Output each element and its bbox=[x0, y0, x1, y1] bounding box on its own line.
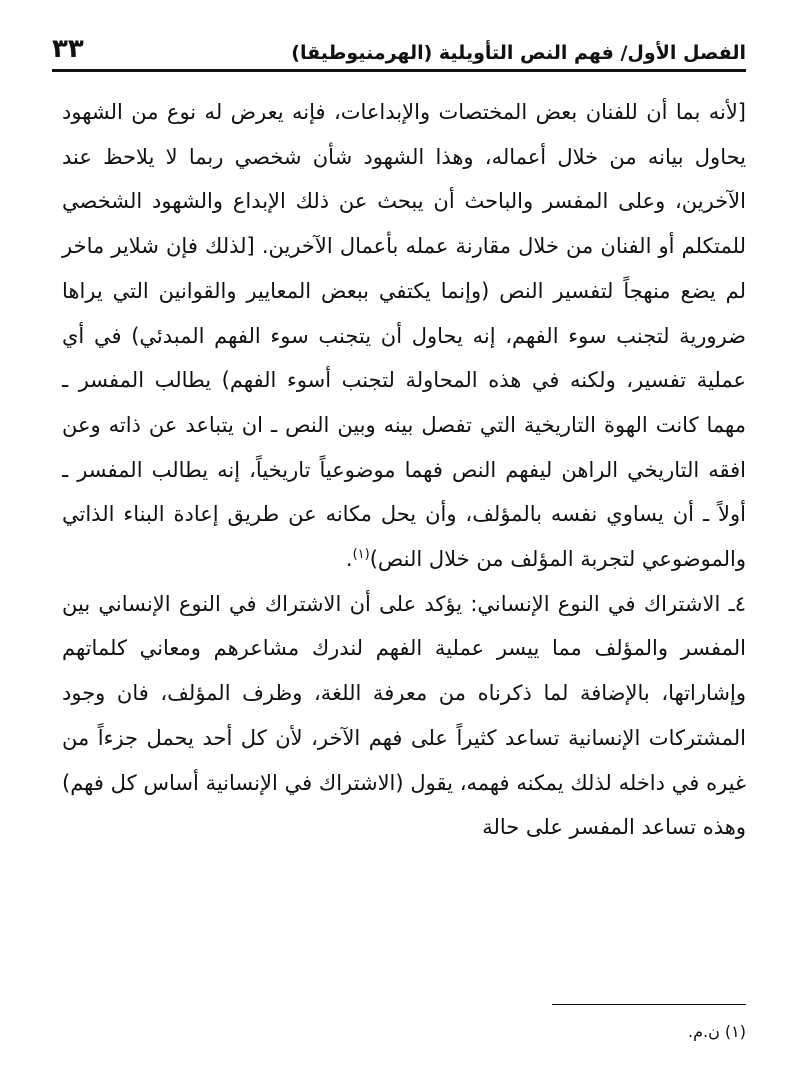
running-title: الفصل الأول/ فهم النص التأويلية (الهرمنيوطيقا) bbox=[291, 42, 746, 64]
footnote-rule bbox=[552, 1004, 746, 1005]
paragraph-1 bbox=[62, 90, 746, 582]
footnote: (١) ن.م. bbox=[688, 1022, 746, 1041]
footnote-reference: (١) bbox=[352, 547, 370, 563]
body-text bbox=[62, 90, 746, 850]
page-header bbox=[52, 30, 746, 64]
header-rule bbox=[52, 69, 746, 72]
paragraph-1-text: [لأنه بما أن للفنان بعض المختصات والإبداعات، فإنه يعرض له نوع من الشهود يحاول بيانه من خلال أعماله، وهذا الشهود شأن شخصي ربما لا يلاحظ عند الآخرين، وعلى المفسر والباحث أن يبحث عن ذلك الإبداع والشهود الشخصي للمتكلم أو الفنان من خلال مقارنة عمله بأعمال الآخرين. [لذلك فإن شلاير ماخر لم يضع منهجاً لتفسير النص (وإنما يكتفي ببعض المعايير والقوانين التي يراها ضرورية لتجنب سوء الفهم، إنه يحاول أن يتجنب سوء الفهم المبدئي) في أي عملية تفسير، ولكنه في هذه المحاولة لتجنب أسوء الفهم) يطالب المفسر ـ مهما كانت الهوة التاريخية التي تفصل بينه وبين النص ـ ان يتباعد عن ذاته وعن افقه التاريخي الراهن ليفهم النص فهما موضوعياً تاريخياً، إنه يطالب المفسر ـ أولاً ـ أن يساوي نفسه بالمؤلف، وأن يحل مكانه عن طريق إعادة البناء الذاتي والموضوعي لتجربة المؤلف من خلال النص) bbox=[62, 100, 746, 572]
paragraph-2: ٤ـ الاشتراك في النوع الإنساني: يؤكد على أن الاشتراك في النوع الإنساني بين المفسر والمؤلف مما ييسر عملية الفهم لندرك مشاعرهم ومعاني كلماتهم وإشاراتها، بالإضافة لما ذكرناه من معرفة اللغة، وظرف المؤلف، فان وجود المشتركات الإنسانية تساعد كثيراً على فهم الآخر، لأن كل أحد يحمل جزءاً من غيره في داخله لذلك يمكنه فهمه، يقول (الاشتراك في الإنسانية أساس كل فهم) وهذه تساعد المفسر على حالة bbox=[62, 591, 746, 840]
page-number: ٣٣ bbox=[52, 34, 84, 64]
paragraph-1-end: . bbox=[345, 547, 353, 572]
